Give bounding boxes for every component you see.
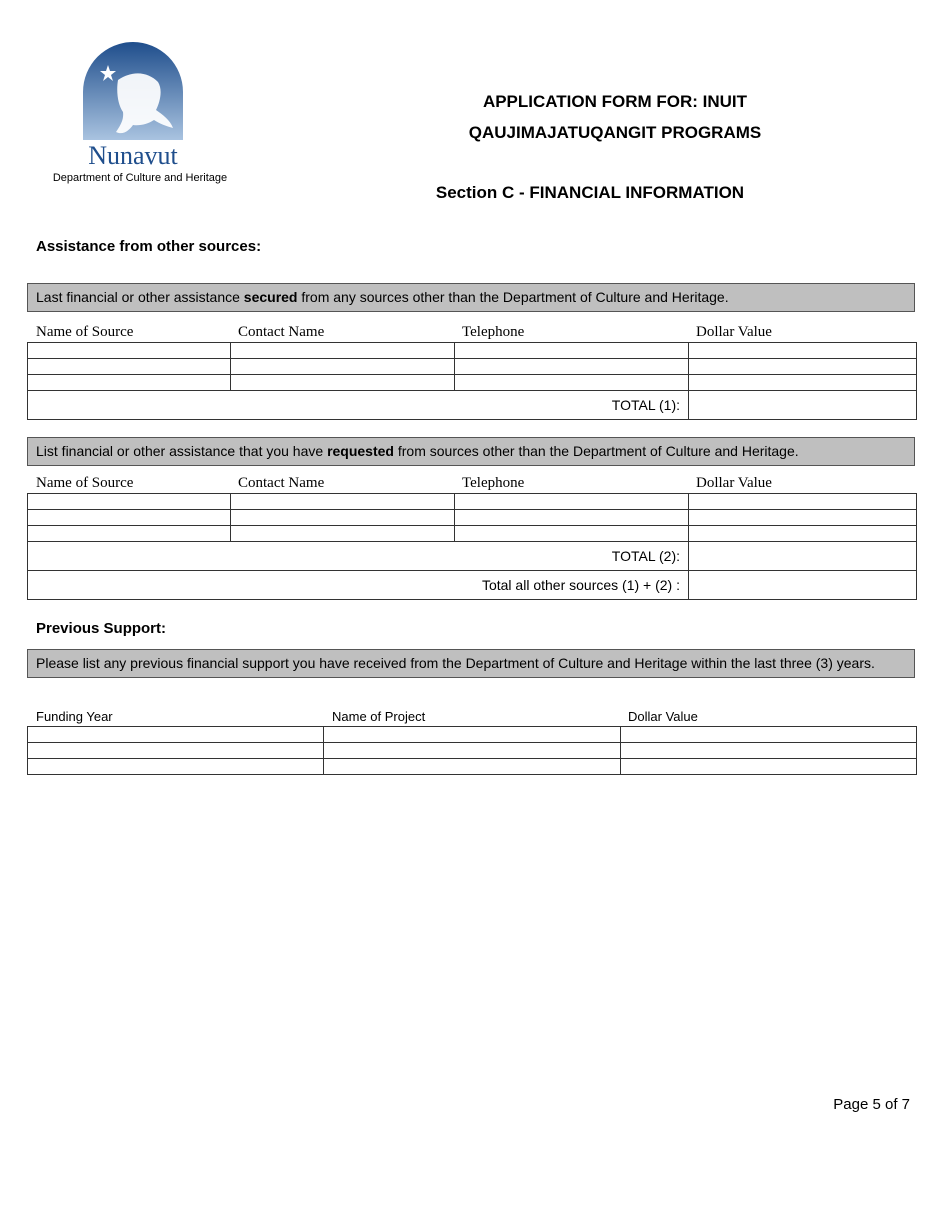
table-row [28, 510, 917, 526]
previous-support-table [27, 726, 917, 775]
secured-col-name-of-source: Name of Source [36, 324, 134, 340]
secured-banner [27, 283, 915, 312]
requested-contact-cell[interactable] [231, 526, 455, 542]
previous-support-banner: Please list any previous financial support you have received from the Department of Culture and Heritage within the last three (3) years. [27, 649, 915, 678]
previous-dollar-cell[interactable] [621, 759, 917, 775]
department-name: Department of Culture and Heritage [52, 172, 228, 184]
table-row [28, 375, 917, 391]
grand-total-value-cell[interactable] [689, 571, 917, 600]
secured-telephone-cell[interactable] [455, 359, 689, 375]
secured-telephone-cell[interactable] [455, 375, 689, 391]
previous-col-name-of-project: Name of Project [332, 709, 426, 724]
table-row [28, 727, 917, 743]
requested-telephone-cell[interactable] [455, 494, 689, 510]
total-1-label: TOTAL (1): [28, 391, 689, 420]
secured-dollar-cell[interactable] [689, 375, 917, 391]
secured-contact-cell[interactable] [231, 375, 455, 391]
secured-dollar-cell[interactable] [689, 343, 917, 359]
previous-col-dollar-value: Dollar Value [628, 709, 698, 724]
secured-banner-text-1: Last financial or other assistance [36, 289, 244, 305]
nunavut-logo [78, 40, 188, 168]
requested-col-telephone: Telephone [462, 475, 525, 491]
secured-col-dollar-value: Dollar Value [696, 324, 772, 340]
requested-col-dollar-value: Dollar Value [696, 475, 772, 491]
grand-total-row [28, 571, 917, 600]
requested-dollar-cell[interactable] [689, 526, 917, 542]
section-title: Section C - FINANCIAL INFORMATION [435, 183, 745, 202]
secured-name-cell[interactable] [28, 359, 231, 375]
requested-banner-text-2: from sources other than the Department of Culture and Heritage. [393, 443, 799, 459]
requested-total-row [28, 542, 917, 571]
previous-year-cell[interactable] [28, 759, 324, 775]
requested-contact-cell[interactable] [231, 510, 455, 526]
table-row [28, 759, 917, 775]
secured-banner-bold: secured [243, 289, 298, 305]
logo-wordmark: Nunavut [88, 141, 178, 168]
requested-name-cell[interactable] [28, 510, 231, 526]
secured-banner-text-2: from any sources other than the Department of Culture and Heritage. [297, 289, 729, 305]
requested-banner-text-1: List financial or other assistance that you have [36, 443, 328, 459]
previous-project-cell[interactable] [324, 759, 621, 775]
secured-table [27, 342, 917, 420]
requested-name-cell[interactable] [28, 494, 231, 510]
requested-name-cell[interactable] [28, 526, 231, 542]
requested-contact-cell[interactable] [231, 494, 455, 510]
table-row [28, 494, 917, 510]
secured-col-telephone: Telephone [462, 324, 525, 340]
secured-telephone-cell[interactable] [455, 343, 689, 359]
total-2-label: TOTAL (2): [28, 542, 689, 571]
form-title-line1: APPLICATION FORM FOR: INUIT [482, 92, 748, 111]
previous-year-cell[interactable] [28, 727, 324, 743]
previous-project-cell[interactable] [324, 727, 621, 743]
form-title [420, 86, 810, 148]
secured-contact-cell[interactable] [231, 359, 455, 375]
secured-contact-cell[interactable] [231, 343, 455, 359]
requested-dollar-cell[interactable] [689, 494, 917, 510]
requested-table [27, 493, 917, 600]
previous-year-cell[interactable] [28, 743, 324, 759]
previous-project-cell[interactable] [324, 743, 621, 759]
form-title-line2: QAUJIMAJATUQANGIT PROGRAMS [468, 123, 762, 142]
grand-total-label: Total all other sources (1) + (2) : [28, 571, 689, 600]
total-2-value-cell[interactable] [689, 542, 917, 571]
secured-col-contact-name: Contact Name [238, 324, 325, 340]
requested-banner-bold: requested [327, 443, 394, 459]
previous-col-funding-year: Funding Year [36, 709, 113, 724]
requested-telephone-cell[interactable] [455, 510, 689, 526]
table-row [28, 343, 917, 359]
previous-dollar-cell[interactable] [621, 743, 917, 759]
total-1-value-cell[interactable] [689, 391, 917, 420]
secured-name-cell[interactable] [28, 375, 231, 391]
table-row [28, 743, 917, 759]
table-row [28, 526, 917, 542]
requested-dollar-cell[interactable] [689, 510, 917, 526]
requested-col-contact-name: Contact Name [238, 475, 325, 491]
assistance-heading: Assistance from other sources: [36, 238, 262, 255]
page-number: Page 5 of 7 [833, 1096, 910, 1113]
requested-banner [27, 437, 915, 466]
secured-total-row [28, 391, 917, 420]
secured-dollar-cell[interactable] [689, 359, 917, 375]
requested-col-name-of-source: Name of Source [36, 475, 134, 491]
secured-name-cell[interactable] [28, 343, 231, 359]
table-row [28, 359, 917, 375]
requested-telephone-cell[interactable] [455, 526, 689, 542]
previous-support-heading: Previous Support: [36, 620, 167, 637]
previous-dollar-cell[interactable] [621, 727, 917, 743]
